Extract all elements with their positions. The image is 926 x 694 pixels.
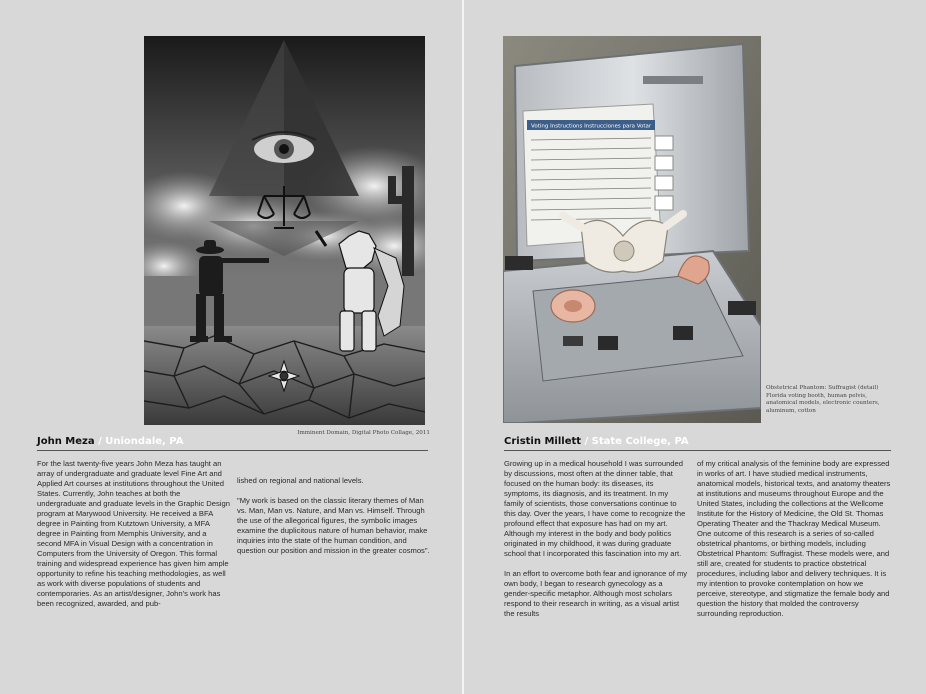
heading-rule bbox=[37, 450, 428, 451]
bio-paragraph: Growing up in a medical household I was surrounded by discussions, most often at the dinner table, that focused on the human body: its diseases, its symptoms, its diagnosis, and its treatment. In my family of scientists, those conversations continue to this day. Over the years, I have come to recognize the profound effect that exposure has had on my art. Although my interest in the body and body politics originated in my childhood, it was during graduate school that I incorporated this fascination into my art. bbox=[504, 459, 686, 558]
booth-sheet-header: Voting Instructions Instrucciones para Votar bbox=[531, 123, 652, 130]
bio-paragraph: In an effort to overcome both fear and ignorance of my own body, I began to research gynecology as a gender-specific metaphor. Although most scholars respond to their research in writing, as a visual artist the results bbox=[504, 569, 688, 618]
bio-paragraph: For the last twenty-five years John Meza has taught an array of undergraduate and graduate level Fine Art and Applied Art courses at institutions throughout the United States. Currently, John teaches at both the undergraduate and graduate levels in the Graphic Design program at Marywood University. He received a BFA degree in Painting from Kutztown University, a MFA degree in Painting from Memphis University, and a second MFA in Visual Design with a concentration in Computers from the University of Oregon. This formal training and widespread experience has given him ample opportunity to refine his teaching methodologies, as well as work with diverse populations of students and contemporaries. As an artist/designer, John's work has been recognized, awarded, and pub- bbox=[37, 459, 230, 608]
artist-statement: "My work is based on the classic literary themes of Man vs. Man, Man vs. Nature, and Man vs. Himself. Through the use of the allegorical figures, the symbolic images examine the duplicitous nature of human behavior, make inquiries into the state of the human condition, and question our position and mission in the greater cosmos". bbox=[237, 496, 430, 555]
artist-heading bbox=[504, 436, 689, 447]
artist-location: Uniondale, PA bbox=[105, 436, 184, 447]
bio-paragraph: of my critical analysis of the feminine body are expressed in works of art. I have studied medical instruments, anatomical models, historical texts, and anatomy theaters at institutions and museums throughout Europe and the United States, including the collections at the Wellcome Institute for the History of Medicine, the Old St. Thomas Operating Theater and the Thackray Medical Museum. One outcome of this research is a series of so-called obstetrical phantoms, or birthing models, including Obstetrical Phantom: Suffragist. These models were, and still are, created for students to practice obstetrical procedures, including labor and delivery techniques. It is my intention to provoke contemplation on how we perceive, stereotype, and stigmatize the female body and question the history that molded the controversy surrounding reproduction. bbox=[697, 459, 891, 618]
artist-heading bbox=[37, 436, 183, 447]
bio-column-1 bbox=[504, 459, 690, 619]
voting-booth-photo bbox=[503, 36, 761, 423]
bio-column-2 bbox=[237, 476, 430, 556]
left-page bbox=[0, 0, 462, 694]
right-page bbox=[464, 0, 926, 694]
collage-image bbox=[144, 36, 425, 425]
artwork-caption: Obstetrical Phantom: Suffragist (detail) Florida voting booth, human pelvis, anatomical models, electronic counters, aluminum, cotton bbox=[766, 385, 880, 414]
heading-separator: / bbox=[581, 436, 592, 447]
bio-column-2 bbox=[697, 459, 891, 619]
artist-location: State College, PA bbox=[591, 436, 689, 447]
obstetrical-phantom-artwork bbox=[503, 36, 761, 423]
artist-name: Cristin Millett bbox=[504, 436, 582, 447]
heading-separator: / bbox=[94, 436, 106, 447]
bio-paragraph: lished on regional and national levels. bbox=[237, 476, 364, 485]
imminent-domain-artwork bbox=[144, 36, 425, 425]
artist-name: John Meza bbox=[37, 436, 95, 447]
bio-column-1 bbox=[37, 459, 230, 609]
heading-rule bbox=[504, 450, 891, 451]
artwork-caption: Imminent Domain, Digital Photo Collage, 2011 bbox=[297, 430, 430, 436]
